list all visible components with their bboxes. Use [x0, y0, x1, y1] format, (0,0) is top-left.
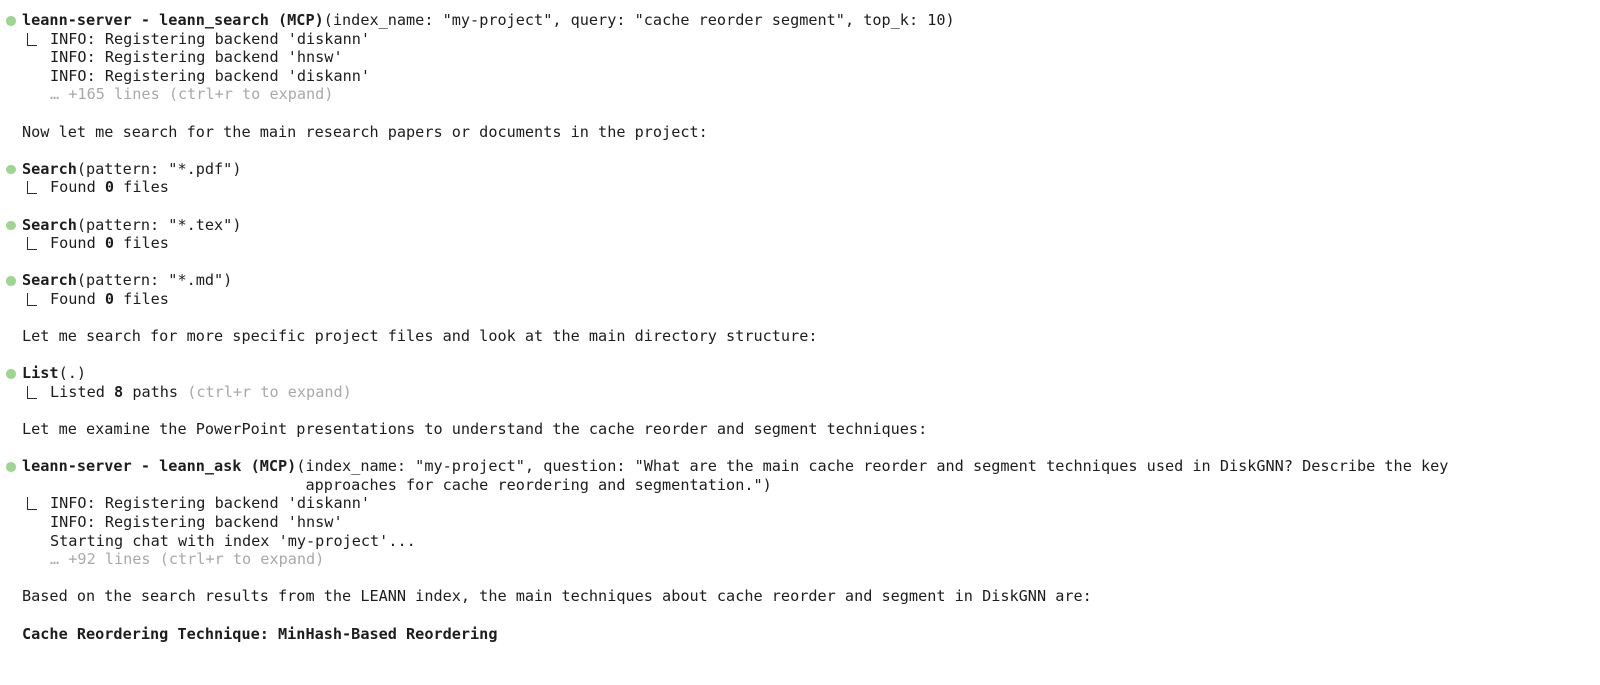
- tool-name: Search: [22, 215, 77, 234]
- tool-result-line: [6, 178, 1600, 197]
- tool-name: leann-server - leann_search (MCP): [22, 11, 324, 29]
- result-prefix: Found: [50, 234, 105, 253]
- assistant-message-block: [6, 587, 1600, 606]
- result-prefix: Listed: [50, 382, 115, 401]
- expand-more-text: … +92 lines (ctrl+r to expand): [50, 550, 325, 569]
- tool-name: leann-server - leann_ask (MCP): [22, 457, 297, 476]
- tool-call-header: [6, 11, 1600, 30]
- result-suffix: files: [114, 234, 169, 253]
- tool-result-line: [6, 383, 1600, 402]
- expand-more-hint: [6, 550, 1600, 569]
- tool-result-text: Starting chat with index 'my-project'...: [50, 531, 416, 550]
- result-count: 0: [104, 289, 115, 308]
- result-count: 0: [104, 178, 115, 197]
- result-suffix: files: [114, 178, 169, 197]
- assistant-message-block: [6, 327, 1600, 346]
- expand-more-hint: [6, 85, 1600, 104]
- tree-connector-icon: [27, 237, 37, 250]
- tool-call-header: [6, 457, 1600, 476]
- tool-result-line: [6, 234, 1600, 253]
- tool-call-header: [6, 271, 1600, 290]
- tool-call-block-search-pdf: [6, 160, 1600, 197]
- tool-args: (index_name: "my-project", question: "What are the main cache reorder and segment techniques used in DiskGNN? Describe the key: [296, 457, 1449, 476]
- tool-result-text: INFO: Registering backend 'diskann': [50, 66, 371, 85]
- expand-hint: (ctrl+r to expand): [187, 382, 352, 401]
- tool-call-block-search-tex: [6, 216, 1600, 253]
- tool-args-wrapped: approaches for cache reordering and segmentation."): [305, 475, 772, 494]
- result-count: 0: [104, 234, 115, 253]
- result-suffix: files: [114, 289, 169, 308]
- tool-result-line: [6, 290, 1600, 309]
- tool-args: (pattern: "*.tex"): [76, 215, 242, 234]
- expand-more-text: … +165 lines (ctrl+r to expand): [50, 85, 334, 104]
- tool-result-text: INFO: Registering backend 'hnsw': [50, 513, 343, 532]
- tool-status-bullet-icon: [6, 369, 16, 379]
- tool-result-line: [6, 513, 1600, 532]
- result-suffix: paths: [123, 382, 188, 401]
- result-count: 8: [114, 382, 124, 401]
- tool-status-bullet-icon: [6, 16, 16, 26]
- assistant-heading-block: [6, 625, 1600, 644]
- tool-call-header: [6, 160, 1600, 179]
- tree-connector-icon: [27, 181, 37, 194]
- tool-call-header: [6, 216, 1600, 235]
- tool-result-line: [6, 48, 1600, 67]
- tool-args: (pattern: "*.pdf"): [76, 159, 242, 178]
- assistant-message-block: [6, 420, 1600, 439]
- tree-connector-icon: [27, 497, 37, 510]
- tool-args: (pattern: "*.md"): [76, 271, 233, 290]
- tool-name: Search: [22, 271, 77, 290]
- tree-connector-icon: [27, 293, 37, 306]
- tool-call-block-list: [6, 364, 1600, 401]
- tool-result-text: INFO: Registering backend 'hnsw': [50, 48, 343, 67]
- tool-status-bullet-icon: [6, 221, 16, 231]
- tool-name: List: [22, 364, 59, 383]
- tree-connector-icon: [27, 386, 37, 399]
- tool-status-bullet-icon: [6, 462, 16, 472]
- tree-connector-icon: [27, 33, 37, 46]
- tool-call-block-search-md: [6, 271, 1600, 308]
- tool-args: (.): [58, 364, 87, 383]
- tool-call-block-leann-search: [6, 11, 1600, 104]
- tool-name: Search: [22, 159, 77, 178]
- tool-args: (index_name: "my-project", query: "cache reorder segment", top_k: 10): [323, 11, 955, 29]
- tool-result-line: [6, 532, 1600, 551]
- tool-status-bullet-icon: [6, 276, 16, 286]
- assistant-message: Based on the search results from the LEANN index, the main techniques about cache reorder and segment in DiskGNN are:: [22, 587, 1092, 606]
- tool-result-line: [6, 30, 1600, 49]
- assistant-message: Let me examine the PowerPoint presentations to understand the cache reorder and segment techniques:: [22, 420, 928, 439]
- assistant-message: Let me search for more specific project files and look at the main directory structure:: [22, 327, 818, 346]
- section-heading: Cache Reordering Technique: MinHash-Based Reordering: [22, 624, 498, 643]
- tool-result-line: [6, 494, 1600, 513]
- tool-result-line: [6, 67, 1600, 86]
- result-prefix: Found: [50, 178, 105, 197]
- tool-result-text: INFO: Registering backend 'diskann': [50, 494, 371, 513]
- assistant-message-block: [6, 123, 1600, 142]
- tool-result-text: INFO: Registering backend 'diskann': [50, 29, 371, 48]
- tool-status-bullet-icon: [6, 165, 16, 175]
- result-prefix: Found: [50, 289, 105, 308]
- tool-call-header: [6, 364, 1600, 383]
- assistant-message: Now let me search for the main research papers or documents in the project:: [22, 122, 708, 141]
- tool-call-block-leann-ask: [6, 457, 1600, 569]
